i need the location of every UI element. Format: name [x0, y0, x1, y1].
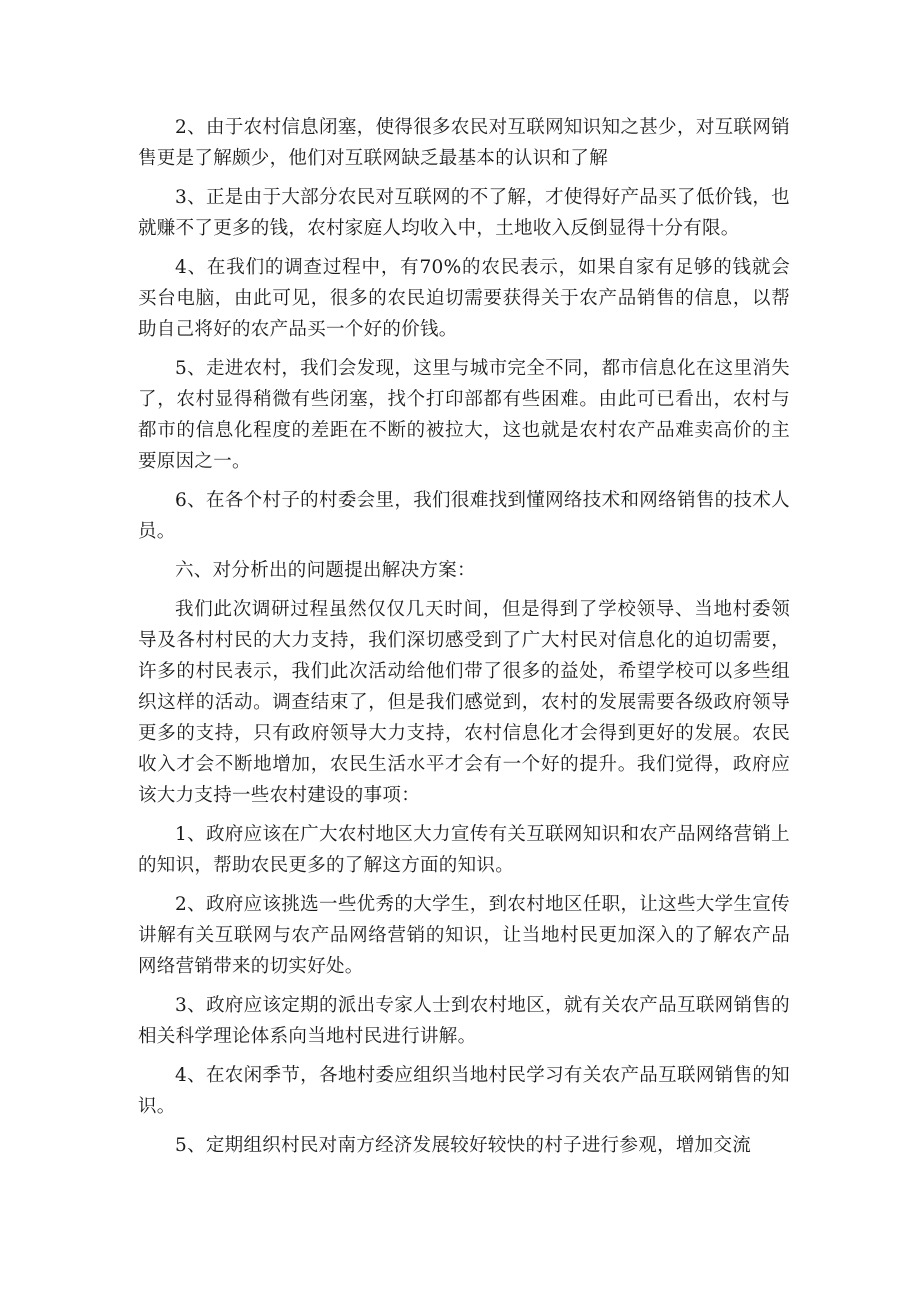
paragraph-solutions-intro: 我们此次调研过程虽然仅仅几天时间，但是得到了学校领导、当地村委领导及各村村民的大力支持，我们深切感受到了广大村民对信息化的迫切需要，许多的村民表示，我们此次活动给他们带了很多的益处，希望学校可以多些组织这样的活动。调查结束了，但是我们感觉到，农村的发展需要各级政府领导更多的支持，只有政府领导大力支持，农村信息化才会得到更好的发展。农民收入才会不断地增加，农民生活水平才会有一个好的提升。我们觉得，政府应该大力支持一些农村建设的事项：	[138, 599, 790, 806]
paragraph-item-2-info-closure: 2、由于农村信息闭塞，使得很多农民对互联网知识知之甚少，对互联网销售更是了解颇少，他们对互联网缺乏最基本的认识和了解	[138, 117, 790, 169]
document-page	[138, 112, 790, 1169]
paragraph-item-3-low-price: 3、正是由于大部分农民对互联网的不了解，才使得好产品买了低价钱，也就赚不了更多的钱，农村家庭人均收入中，土地收入反倒显得十分有限。	[138, 187, 790, 239]
solution-item-3-expert-visits: 3、政府应该定期的派出专家人士到农村地区，就有关农产品互联网销售的相关科学理论体系向当地村民进行讲解。	[138, 995, 790, 1047]
paragraph-item-4-survey-70-percent: 4、在我们的调查过程中，有70%的农民表示，如果自家有足够的钱就会买台电脑，由此可见，很多的农民迫切需要获得关于农产品销售的信息，以帮助自己将好的农产品买一个好的价钱。	[138, 257, 790, 340]
solution-item-2-college-graduates: 2、政府应该挑选一些优秀的大学生，到农村地区任职，让这些大学生宣传讲解有关互联网与农产品网络营销的知识，让当地村民更加深入的了解农产品网络营销带来的切实好处。	[138, 894, 790, 977]
solution-item-5-exchange-visits: 5、定期组织村民对南方经济发展较好较快的村子进行参观，增加交流	[175, 1135, 752, 1156]
solution-item-4-off-season-study: 4、在农闲季节，各地村委应组织当地村民学习有关农产品互联网销售的知识。	[138, 1065, 790, 1117]
section-heading-solutions: 六、对分析出的问题提出解决方案：	[175, 560, 476, 581]
paragraph-item-6-tech-staff: 6、在各个村子的村委会里，我们很难找到懂网络技术和网络销售的技术人员。	[138, 490, 790, 542]
paragraph-item-5-info-gap: 5、走进农村，我们会发现，这里与城市完全不同，都市信息化在这里消失了，农村显得稍微有些闭塞，找个打印部都有些困难。由此可已看出，农村与都市的信息化程度的差距在不断的被拉大，这也就是农村农产品难卖高价的主要原因之一。	[138, 358, 790, 472]
solution-item-1-promote-knowledge: 1、政府应该在广大农村地区大力宣传有关互联网知识和农产品网络营销上的知识，帮助农民更多的了解这方面的知识。	[138, 824, 790, 876]
